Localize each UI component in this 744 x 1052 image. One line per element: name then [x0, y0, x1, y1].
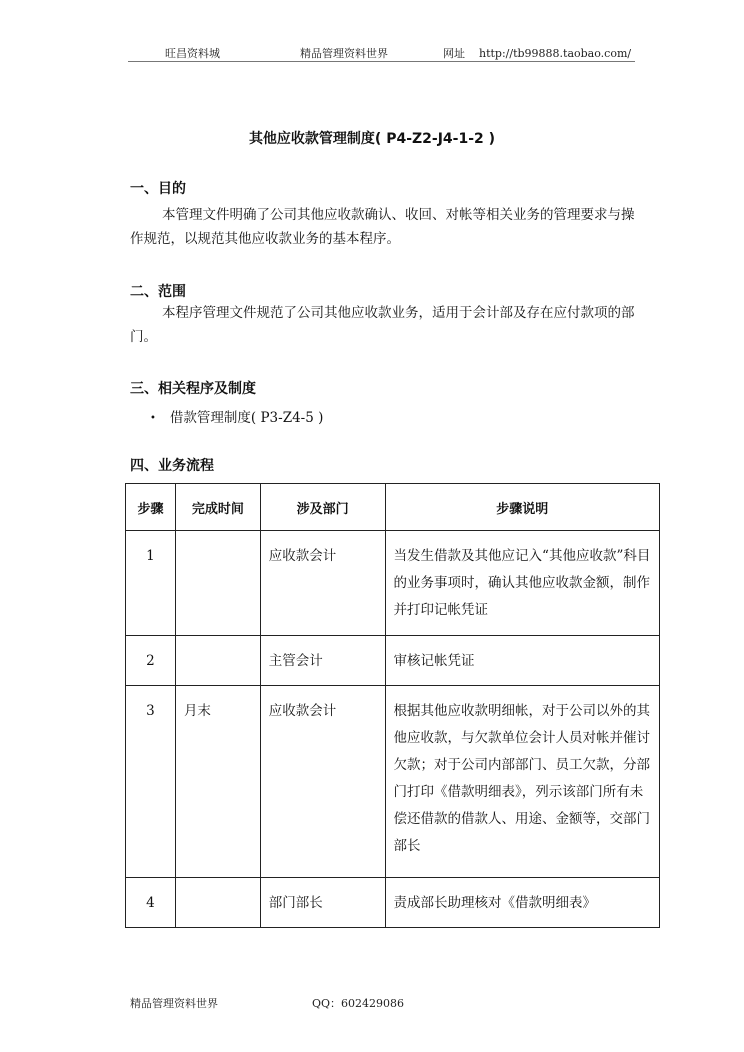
header-url-link[interactable]: http://tb99888.taobao.com/ — [479, 47, 632, 60]
section-scope-text: 本程序管理文件规范了公司其他应收款业务，适用于会计部及存在应付款项的部门。 — [130, 305, 635, 345]
column-header-desc: 步骤说明 — [385, 484, 659, 531]
section-related-heading: 三、相关程序及制度 — [130, 381, 256, 397]
section-purpose-text: 本管理文件明确了公司其他应收款确认、收回、对帐等相关业务的管理要求与操作规范，以规范其他应收款业务的基本程序。 — [130, 207, 635, 247]
cell-time — [175, 636, 260, 686]
table-row — [126, 636, 660, 686]
table-header-row — [126, 484, 660, 531]
cell-desc: 根据其他应收款明细帐，对于公司以外的其他应收款，与欠款单位会计人员对帐并催讨欠款；对于公司内部部门、员工欠款，分部门打印《借款明细表》，列示该部门所有未偿还借款的借款人、用途、金额等，交部门部长 — [385, 686, 659, 878]
column-header-step: 步骤 — [126, 484, 176, 531]
flow-table — [125, 483, 660, 928]
section-purpose-heading: 一、目的 — [130, 181, 186, 197]
column-header-dept: 涉及部门 — [260, 484, 385, 531]
table-row — [126, 531, 660, 636]
related-item-label: 借款管理制度( P3-Z4-5 ) — [169, 410, 324, 426]
cell-step: 4 — [126, 878, 176, 928]
cell-time: 月末 — [175, 686, 260, 878]
cell-desc: 审核记帐凭证 — [385, 636, 659, 686]
section-scope-heading: 二、范围 — [130, 284, 186, 300]
column-header-time: 完成时间 — [175, 484, 260, 531]
section-flow-heading: 四、业务流程 — [130, 458, 214, 474]
header-divider — [128, 61, 635, 62]
cell-time — [175, 531, 260, 636]
cell-dept: 应收款会计 — [260, 686, 385, 878]
cell-step: 2 — [126, 636, 176, 686]
cell-time — [175, 878, 260, 928]
related-item — [150, 406, 323, 426]
table-row — [126, 878, 660, 928]
table-row — [126, 686, 660, 878]
cell-desc: 当发生借款及其他应记入“其他应收款”科目的业务事项时，确认其他应收款金额，制作并打印记帐凭证 — [385, 531, 659, 636]
cell-desc: 责成部长助理核对《借款明细表》 — [385, 878, 659, 928]
cell-dept: 部门部长 — [260, 878, 385, 928]
header-url[interactable] — [443, 45, 631, 61]
cell-dept: 应收款会计 — [260, 531, 385, 636]
header-url-label: 网址 — [443, 47, 465, 60]
cell-step: 1 — [126, 531, 176, 636]
footer-qq: QQ：602429086 — [312, 997, 405, 1010]
footer-left-text: 精品管理资料世界 — [130, 997, 218, 1010]
cell-dept: 主管会计 — [260, 636, 385, 686]
document-title: 其他应收款管理制度( P4-Z2-J4-1-2 ) — [248, 131, 496, 147]
header-left-text: 旺昌资料城 — [165, 47, 220, 60]
header-center-text: 精品管理资料世界 — [300, 47, 388, 60]
bullet-dot-icon: • — [150, 413, 156, 424]
cell-step: 3 — [126, 686, 176, 878]
